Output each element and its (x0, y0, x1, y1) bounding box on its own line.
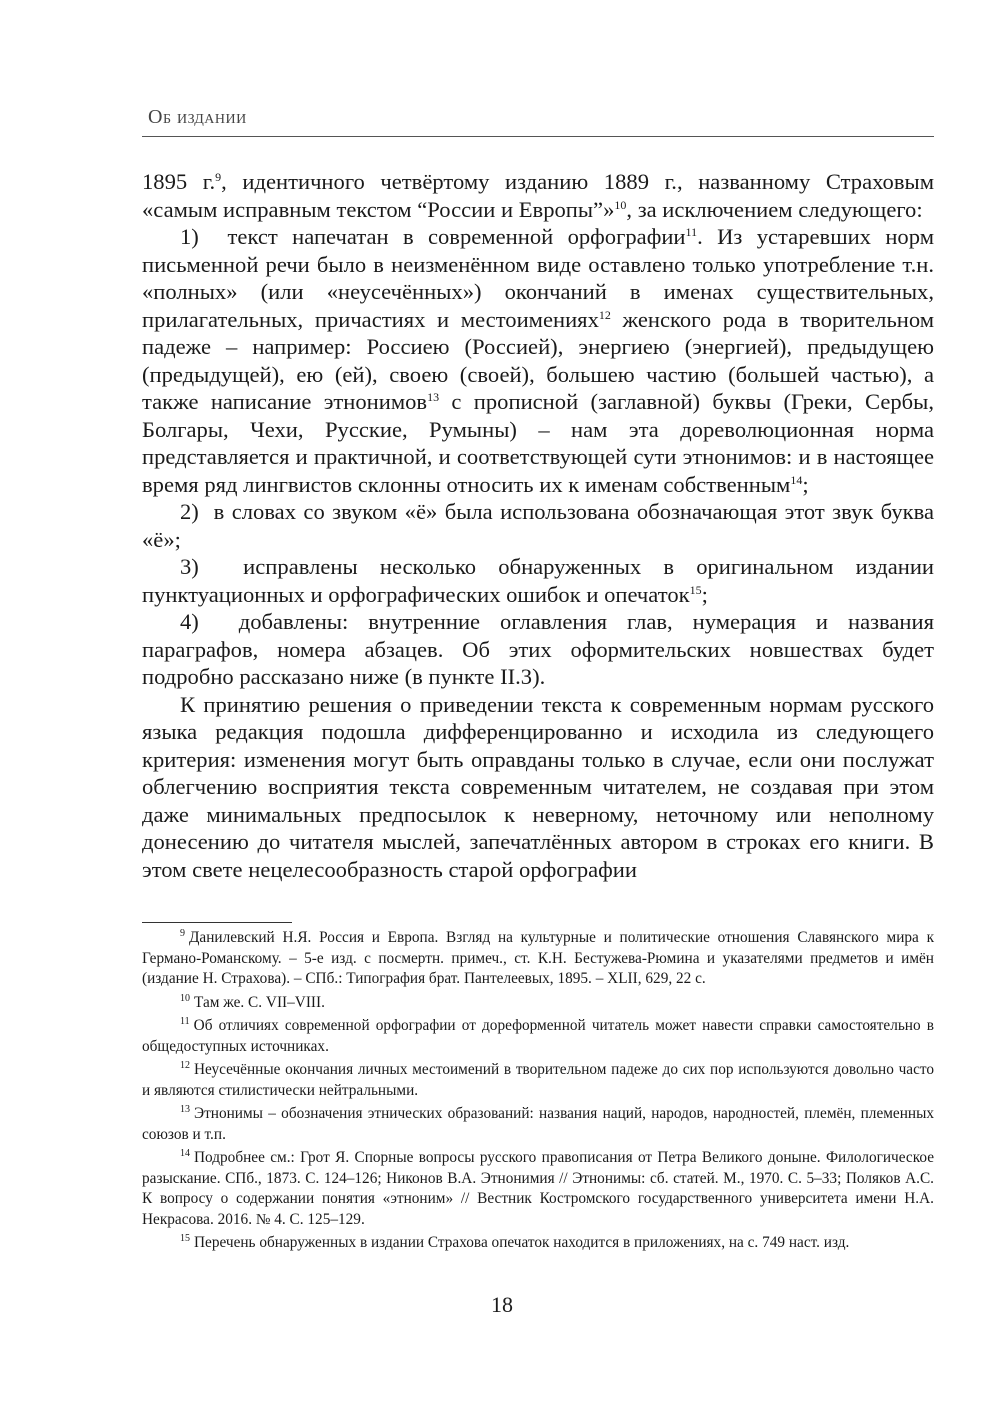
footnote-divider (142, 922, 292, 923)
footnote: $^{11}$ Об отличиях современной орфографии от дореформенной читатель может навести справки самостоятельно в общедоступных источниках. (142, 1016, 934, 1055)
header-title: Об издании (148, 106, 247, 128)
running-header (142, 106, 934, 137)
footnote: $^{12}$ Неусечённые окончания личных местоимений в творительном падеже до сих пор используются довольно часто и являются стилистически нейтральными. (142, 1060, 934, 1099)
page-number: 18 (491, 1292, 513, 1317)
footnote: $^9$ Данилевский Н.Я. Россия и Европа. Взгляд на культурные и политические отношения Славянского мира к Германо-Романскому. – 5-е изд. с посмертн. примеч., ст. К.Н. Бестужева-Рюмина и указателями предметов и имён (издание Н. Страхова). – СПб.: Типография брат. Пантелеевых, 1895. – XLII, 629, 22 с. (142, 928, 934, 987)
footnotes (142, 928, 934, 1257)
footnote: $^{10}$ Там же. С. VII–VIII. (180, 992, 325, 1011)
paragraph-list-item-1: 1) текст напечатан в современной орфографии$^{11}$. Из устаревших норм письменной речи было в неизменённом виде оставлено только употребление т.н. «полных» (или «неусечённых») окончаний в именах существительных, прилагательных, причастиях и местоимениях$^{12}$ женского рода в творительном падеже – например: Россиею (Россией), энергиею (энергией), предыдущею (предыдущей), ею (ей), своею (своей), большею частию (большей частью), а также написание этнонимов$^{13}$ с прописной (заглавной) буквы (Греки, Сербы, Болгары, Чехи, Русские, Румыны) – нам эта дореволюционная норма представляется и практичной, и соответствующей сути этнонимов: и в настоящее время ряд лингвистов склонны относить их к именам собственным$^{14}$; (142, 224, 935, 497)
footnote: $^{14}$ Подробнее см.: Грот Я. Спорные вопросы русского правописания от Петра Великого доныне. Филологическое разыскание. СПб., 1873. С. 124–126; Никонов В.А. Этнонимия // Этнонимы: сб. статей. М., 1970. С. 5–33; Поляков А.С. К вопросу о содержании понятия «этноним» // Вестник Костромского государственного университета имени Н.А. Некрасова. 2016. № 4. С. 125–129. (142, 1148, 934, 1228)
paragraph-list-item-4: 4) добавлены: внутренние оглавления глав, нумерация и названия параграфов, номера абзацев. Об этих оформительских новшествах будет подробно рассказано ниже (в пункте II.3). (142, 609, 934, 689)
footnote-ref-12[interactable]: 12 (598, 307, 611, 322)
footnote-ref-14[interactable]: 14 (790, 472, 803, 487)
paragraph-1: 1895 г.$^9$, идентичного четвёртому изданию 1889 г., названному Страховым «самым исправным текстом “России и Европы”»$^{10}$, за исключением следующего: (142, 169, 935, 222)
footnote-ref-15[interactable]: 15 (689, 582, 702, 597)
paragraph-list-item-2: 2) в словах со звуком «ё» была использована обозначающая этот звук буква «ё»; (142, 499, 934, 552)
paragraph-list-item-3: 3) исправлены несколько обнаруженных в оригинальном издании пунктуационных и орфографических ошибок и опечаток$^{15}$; (142, 554, 934, 607)
paragraph-main: К принятию решения о приведении текста к современным нормам русского языка редакция подошла дифференцированно и исходила из следующего критерия: изменения могут быть оправданы только в случае, если они послужат облегчению восприятия текста современным читателем, не создавая при этом даже минимальных предпосылок к неверному, неточному или неполному донесению до читателя мыслей, запечатлённых автором в строках его книги. В этом свете нецелесообразность старой орфографии (142, 691, 934, 882)
footnote: $^{13}$ Этнонимы – обозначения этнических образований: названия наций, народов, народностей, племён, племенных союзов и т.п. (142, 1104, 934, 1143)
footnote-ref-13[interactable]: 13 (427, 390, 440, 404)
body-text (142, 168, 934, 883)
footnote-ref-10[interactable]: 10 (614, 197, 627, 212)
footnote-ref-9[interactable]: 9 (215, 170, 222, 184)
footnote: $^{15}$ Перечень обнаруженных в издании Страхова опечаток находится в приложениях, на с. 749 наст. изд. (180, 1233, 850, 1251)
footnote-ref-11[interactable]: 11 (685, 225, 698, 239)
